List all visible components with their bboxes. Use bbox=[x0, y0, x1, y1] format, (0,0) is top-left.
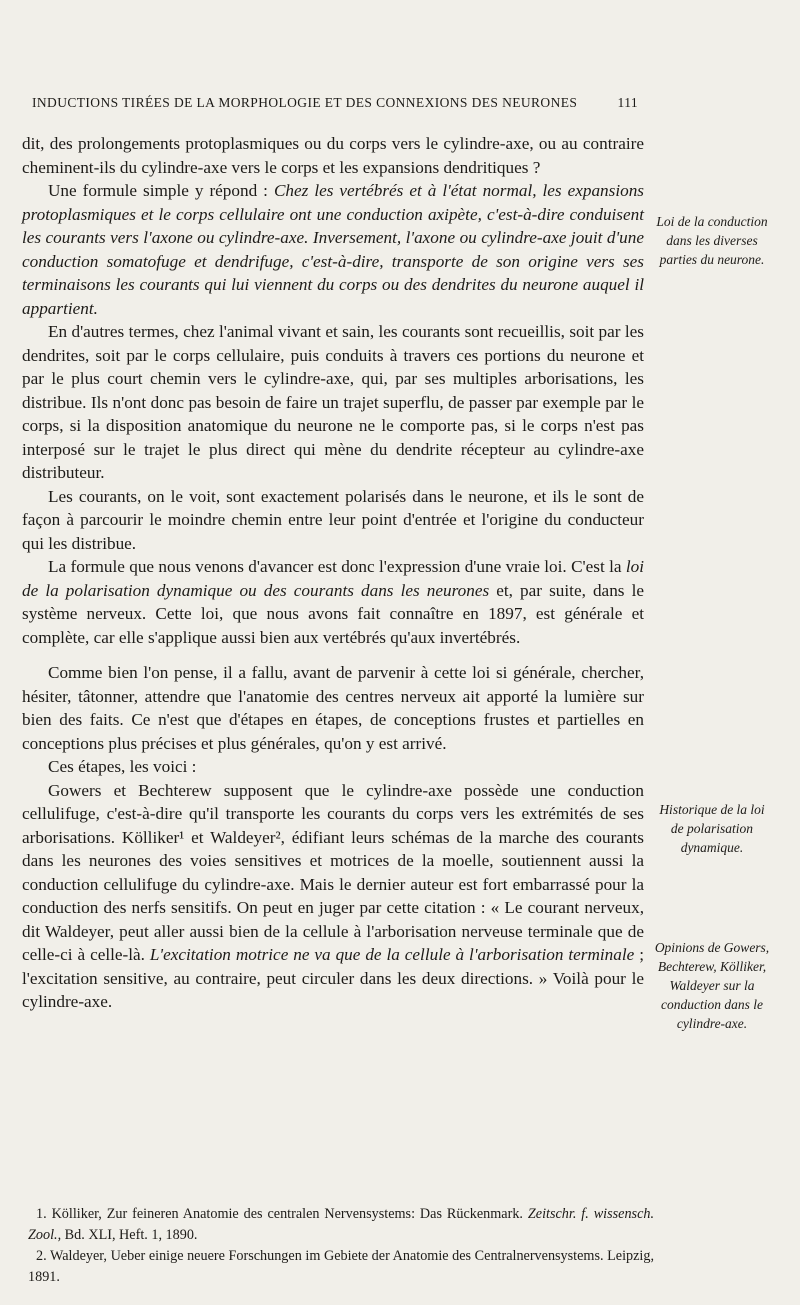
opinions-text-a: Gowers et Bechterew supposent que le cylindre-axe possède une conduction cellulifuge, c'est-à-dire qu'il transporte les courants du corps vers les extrémités de ses arborisations. Kölliker¹ et Waldeyer², édifiant leurs schémas de la marche des courants dans les neurones des voies sensitives et motrices de la moelle, soutiennent aussi la conduction cellulifuge du cylindre-axe. Mais le dernier auteur est fort embarrassé pour la conduction des nerfs sensitifs. On peut en juger par cette citation : « Le courant nerveux, dit Waldeyer, peut aller aussi bien de la cellule à l'arborisation nerveuse terminale que de celle-ci à celle-là. bbox=[22, 780, 644, 964]
paragraph-other-terms: En d'autres termes, chez l'animal vivant et sain, les courants sont recueillis, soit par les dendrites, soit par le corps cellulaire, puis conduits à travers ces portions du neurone et par le plus court chemin vers le cylindre-axe, qui, par ses multiples arborisations, les distribue. Ils n'ont donc pas besoin de faire un trajet superflu, de passer par exemple par le corps, si la disposition anatomique du neurone ne le comporte pas, si le corps n'est pas interposé sur le trajet le plus direct qui mène du dendrite récepteur au cylindre-axe distributeur. bbox=[22, 322, 644, 482]
footnote-2: 2. Waldeyer, Ueber einige neuere Forschungen im Gebiete der Anatomie des Centralnervensystems. Leipzig, 1891. bbox=[28, 1248, 654, 1285]
paragraph-opinions bbox=[22, 779, 644, 1014]
law-text-a: La formule que nous venons d'avancer est donc l'expression d'une vraie loi. C'est la bbox=[48, 557, 626, 576]
paragraph-polarized: Les courants, on le voit, sont exactement polarisés dans le neurone, et ils le sont de façon à parcourir le moindre chemin entre leur point d'entrée et l'origine du conducteur qui les distribue. bbox=[22, 486, 644, 553]
paragraph-formula bbox=[22, 179, 644, 320]
page-number: 111 bbox=[617, 95, 638, 110]
law-name: loi de la polarisation dynamique ou des courants dans les neurones bbox=[22, 557, 644, 600]
footnotes bbox=[28, 1204, 654, 1288]
opinions-quote-italic: L'excitation motrice ne va que de la cellule à l'arborisation terminale bbox=[149, 945, 635, 964]
footnote-1-journal: Zeitschr. f. wissensch. Zool., bbox=[28, 1206, 655, 1243]
formula-lead: Une formule simple y répond : bbox=[48, 181, 274, 200]
paragraph-law bbox=[22, 555, 644, 649]
running-header bbox=[32, 95, 638, 111]
footnote-1-text-a: 1. Kölliker, Zur feineren Anatomie des centralen Nervensystems: Das Rückenmark. bbox=[36, 1206, 528, 1222]
paragraph-continuation: dit, des prolongements protoplasmiques ou du corps vers le cylindre-axe, ou au contraire cheminent-ils du cylindre-axe vers le corps et les expansions dendritiques ? bbox=[22, 134, 644, 177]
formula-statement: Chez les vertébrés et à l'état normal, les expansions protoplasmiques et le corps cellulaire ont une conduction axipète, c'est-à-dire conduisent les courants vers l'axone ou cylindre-axe. Inversement, l'axone ou cylindre-axe jouit d'une conduction somatofuge et dendrifuge, c'est-à-dire, transporte de son origine vers ses terminaisons les courants qui lui viennent du corps ou des dendrites du neurone auquel il appartient. bbox=[22, 181, 644, 318]
opinions-text-b: ; l'excitation sensitive, au contraire, peut circuler dans les deux directions. » Voilà pour le cylindre-axe. bbox=[22, 945, 644, 1011]
law-text-b: et, par suite, dans le système nerveux. Cette loi, que nous avons fait connaître en 1897, est générale et complète, car elle s'applique aussi bien aux vertébrés qu'aux invertébrés. bbox=[22, 580, 644, 647]
running-title: INDUCTIONS TIRÉES DE LA MORPHOLOGIE ET DES CONNEXIONS DES NEURONES bbox=[32, 95, 578, 110]
footnote-1-text-b: Bd. XLI, Heft. 1, 1890. bbox=[61, 1227, 198, 1243]
paragraph-history: Comme bien l'on pense, il a fallu, avant de parvenir à cette loi si générale, chercher, hésiter, tâtonner, attendre que l'anatomie des centres nerveux ait apporté la lumière sur bien des faits. Ce n'est que d'étapes en étapes, de conceptions frustes et partielles en conceptions plus précises et plus générales, qu'on y est arrivé. bbox=[22, 663, 644, 753]
paragraph-steps: Ces étapes, les voici : bbox=[48, 757, 197, 776]
side-note-law: Loi de la conduction dans les diverses parties du neurone. bbox=[656, 214, 768, 267]
side-note-history: Historique de la loi de polarisation dynamique. bbox=[659, 802, 765, 855]
side-note-opinions: Opinions de Gowers, Bechterew, Kölliker, Waldeyer sur la conduction dans le cylindre-axe. bbox=[654, 940, 770, 1031]
main-text bbox=[22, 132, 644, 1014]
footnote-1 bbox=[28, 1204, 654, 1246]
